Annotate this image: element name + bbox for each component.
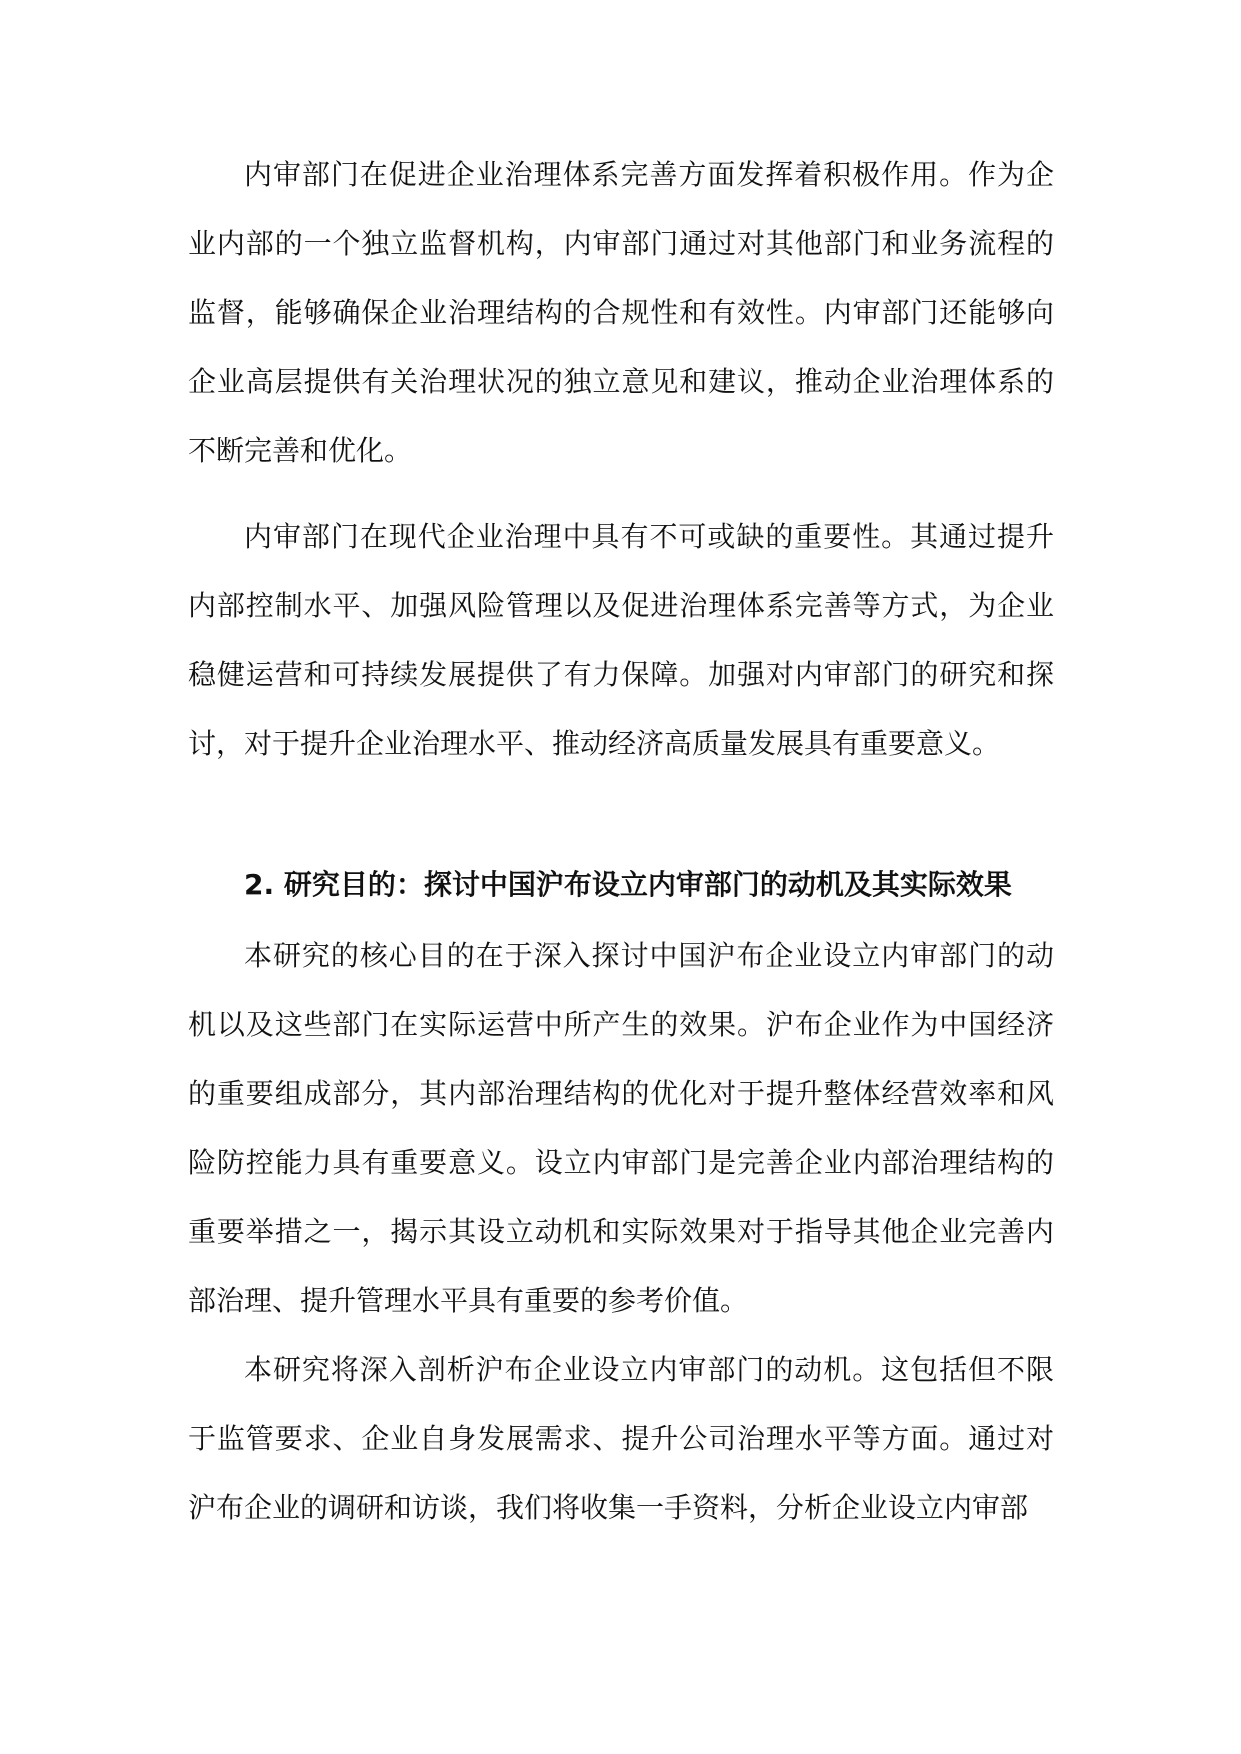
- body-section-2: [188, 502, 1054, 778]
- body-section-3: [188, 921, 1054, 1542]
- paragraph-research-purpose: 本研究的核心目的在于深入探讨中国沪布企业设立内审部门的动机以及这些部门在实际运营中所产生的效果。沪布企业作为中国经济的重要组成部分，其内部治理结构的优化对于提升整体经营效率和风险防控能力具有重要意义。设立内审部门是完善企业内部治理结构的重要举措之一，揭示其设立动机和实际效果对于指导其他企业完善内部治理、提升管理水平具有重要的参考价值。: [188, 939, 1054, 1317]
- section-heading: 2. 研究目的：探讨中国沪布设立内审部门的动机及其实际效果: [244, 868, 1012, 901]
- paragraph-importance: 内审部门在现代企业治理中具有不可或缺的重要性。其通过提升内部控制水平、加强风险管理以及促进治理体系完善等方式，为企业稳健运营和可持续发展提供了有力保障。加强对内审部门的研究和探讨，对于提升企业治理水平、推动经济高质量发展具有重要意义。: [188, 520, 1054, 760]
- paragraph-research-motivation: 本研究将深入剖析沪布企业设立内审部门的动机。这包括但不限于监管要求、企业自身发展需求、提升公司治理水平等方面。通过对沪布企业的调研和访谈，我们将收集一手资料，分析企业设立内审部: [188, 1353, 1054, 1524]
- body-section-1: [188, 140, 1054, 485]
- paragraph-governance-role: 内审部门在促进企业治理体系完善方面发挥着积极作用。作为企业内部的一个独立监督机构，内审部门通过对其他部门和业务流程的监督，能够确保企业治理结构的合规性和有效性。内审部门还能够向企业高层提供有关治理状况的独立意见和建议，推动企业治理体系的不断完善和优化。: [188, 158, 1054, 467]
